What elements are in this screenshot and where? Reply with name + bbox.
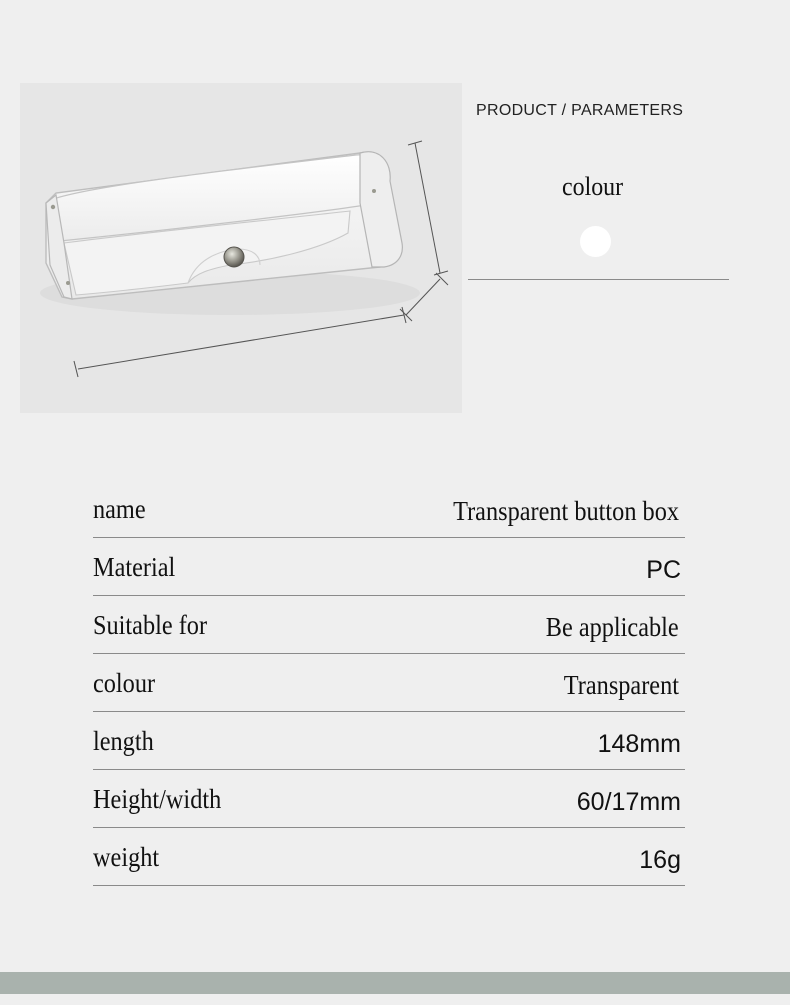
spec-label: colour	[93, 668, 156, 698]
spec-value: Be applicable	[546, 612, 679, 642]
spec-label: name	[93, 494, 146, 524]
spec-row-material	[93, 538, 685, 596]
section-title: PRODUCT / PARAMETERS	[476, 102, 684, 119]
spec-row-weight	[93, 828, 685, 886]
spec-row-suitable-for	[93, 596, 685, 654]
spec-value: Transparent	[563, 670, 679, 700]
spec-value: Transparent button box	[453, 496, 679, 526]
spec-label: Suitable for	[93, 610, 208, 640]
spec-label: Height/width	[93, 784, 222, 814]
spec-table	[93, 480, 685, 886]
colour-heading: colour	[562, 172, 624, 201]
product-photo	[20, 83, 462, 413]
eyeglass-case-illustration	[20, 83, 462, 413]
spec-label: weight	[93, 842, 160, 872]
spec-row-name	[93, 480, 685, 538]
spec-row-colour	[93, 654, 685, 712]
spec-value: 60/17mm	[576, 788, 681, 816]
spec-label: Material	[93, 552, 176, 582]
spec-value: PC	[646, 556, 681, 584]
spec-row-height-width	[93, 770, 685, 828]
spec-label: length	[93, 726, 154, 756]
spec-row-length	[93, 712, 685, 770]
footer-band	[0, 972, 790, 994]
colour-swatch-white	[580, 226, 611, 257]
divider	[468, 279, 729, 280]
spec-value: 148mm	[597, 730, 681, 758]
spec-value: 16g	[639, 846, 681, 874]
